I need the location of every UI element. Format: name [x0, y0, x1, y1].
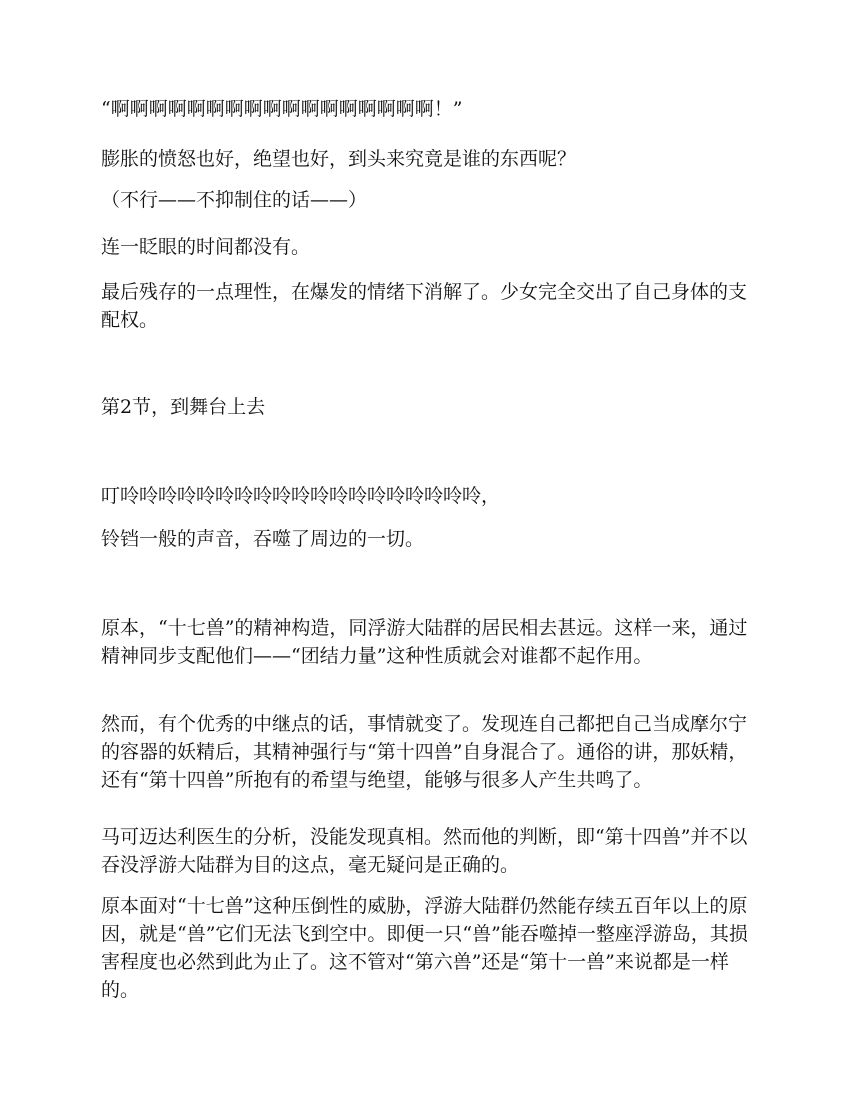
paragraph-doctor-analysis: 马可迈达利医生的分析，没能发现真相。然而他的判断，即“第十四兽”并不以吞没浮游大陆群为目的这点，毫无疑问是正确的。: [101, 826, 748, 876]
paragraph-bell-sound: 叮呤呤呤呤呤呤呤呤呤呤呤呤呤呤呤呤呤呤呤，: [101, 485, 501, 507]
paragraph-question: 膨胀的愤怒也好，绝望也好，到头来究竟是谁的东西呢？: [101, 148, 577, 170]
paragraph-inner-thought: （不行——不抑制住的话——）: [101, 189, 368, 211]
paragraph-threat: 原本面对“十七兽”这种压倒性的威胁，浮游大陆群仍然能存续五百年以上的原因，就是“兽”它们无法飞到空中。即便一只“兽”能吞噬掉一整座浮游岛，其损害程度也必然到此为止了。这不管对“第六兽”还是“第十一兽”来说都是一样的。: [101, 895, 748, 1001]
paragraph-no-time: 连一眨眼的时间都没有。: [101, 236, 311, 258]
paragraph-bell-devours: 铃铛一般的声音，吞噬了周边的一切。: [101, 528, 425, 550]
paragraph-originally: 原本，“十七兽”的精神构造，同浮游大陆群的居民相去甚远。这样一来，通过精神同步支配他们——“团结力量”这种性质就会对谁都不起作用。: [101, 617, 748, 667]
section-heading: 第2节，到舞台上去: [101, 396, 266, 418]
paragraph-scream: “啊啊啊啊啊啊啊啊啊啊啊啊啊啊啊啊啊！”: [101, 98, 463, 120]
paragraph-however: 然而，有个优秀的中继点的话，事情就变了。发现连自己都把自己当成摩尔宁的容器的妖精后，其精神强行与“第十四兽”自身混合了。通俗的讲，那妖精，还有“第十四兽”所抱有的希望与绝望，能够与很多人产生共鸣了。: [101, 713, 748, 791]
paragraph-last-reason: 最后残存的一点理性，在爆发的情绪下消解了。少女完全交出了自己身体的支配权。: [101, 281, 748, 331]
